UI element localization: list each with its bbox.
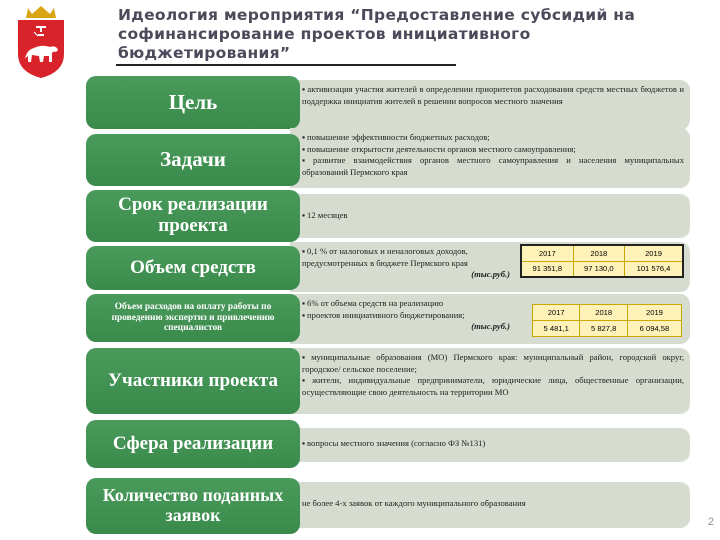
year-cell: 2017	[521, 245, 573, 261]
volume-label: Объем средств	[86, 246, 300, 290]
year-cell: 2018	[580, 305, 627, 321]
term-label: Срок реализации проекта	[86, 190, 300, 242]
participants-line: ▪ муниципальные образования (МО) Пермского края: муниципальный район, городской округ, городское/ сельское поселение;	[302, 352, 684, 375]
value-cell: 6 094,58	[627, 321, 681, 337]
row-applications	[86, 478, 690, 534]
tasks-line: ▪ повышение открытости деятельности органов местного самоуправления;	[302, 144, 684, 156]
scope-content	[290, 428, 690, 462]
applications-line: не более 4-х заявок от каждого муниципального образования	[302, 498, 526, 508]
participants-content	[290, 348, 690, 414]
term-content	[290, 194, 690, 238]
expertise-line: ▪ проектов инициативного бюджетирования;	[302, 310, 510, 322]
year-cell: 2018	[573, 245, 624, 261]
tasks-label: Задачи	[86, 134, 300, 186]
perm-krai-crest-icon	[12, 4, 70, 80]
expertise-table	[532, 304, 682, 337]
page-title: Идеология мероприятия “Предоставление субсидий на софинансирование проектов инициативного бюджетирования”	[118, 6, 636, 62]
goal-content	[290, 80, 690, 130]
value-cell: 5 827,8	[580, 321, 627, 337]
expertise-line: ▪ 6% от объема средств на реализацию	[302, 298, 510, 310]
goal-label: Цель	[86, 76, 300, 129]
goal-line: ▪ активизация участия жителей в определении приоритетов расходования средств местных бюджетов и поддержка инициатив жителей в решении вопросов местного значения	[302, 84, 684, 107]
value-cell: 101 576,4	[625, 261, 683, 277]
volume-table	[520, 244, 684, 278]
term-line: ▪ 12 месяцев	[302, 210, 684, 222]
scope-label: Сфера реализации	[86, 420, 300, 468]
participants-label: Участники проекта	[86, 348, 300, 414]
applications-label: Количество поданных заявок	[86, 478, 300, 534]
tasks-line: ▪ повышение эффективности бюджетных расходов;	[302, 132, 684, 144]
row-volume	[86, 246, 690, 290]
row-scope	[86, 420, 690, 468]
applications-content	[290, 482, 690, 528]
scope-line: ▪ вопросы местного значения (согласно ФЗ №131)	[302, 438, 684, 450]
expertise-unit: (тыс.руб.)	[471, 321, 510, 332]
year-cell: 2019	[625, 245, 683, 261]
value-cell: 5 481,1	[533, 321, 580, 337]
row-tasks	[86, 134, 690, 186]
row-term	[86, 190, 690, 242]
tasks-content	[290, 128, 690, 188]
row-expertise	[86, 294, 690, 344]
row-participants	[86, 348, 690, 414]
page-number: 2	[707, 516, 714, 528]
value-cell: 91 351,8	[521, 261, 573, 277]
row-goal	[86, 76, 690, 129]
tasks-line: ▪ развитие взаимодействия органов местного самоуправления и населения муниципальных образований Пермского края	[302, 155, 684, 178]
volume-line: ▪ 0,1 % от налоговых и неналоговых доходов, предусмотренных в бюджете Пермского края	[302, 246, 510, 269]
expertise-label: Объем расходов на оплату работы по проведению экспертиз и привлечению специалистов	[86, 294, 300, 342]
volume-unit: (тыс.руб.)	[471, 269, 510, 280]
title-underline	[116, 64, 456, 66]
participants-line: ▪ жители, индивидуальные предприниматели, юридические лица, общественные организации, осуществляющие свою деятельность на территории МО	[302, 375, 684, 398]
value-cell: 97 130,0	[573, 261, 624, 277]
year-cell: 2019	[627, 305, 681, 321]
year-cell: 2017	[533, 305, 580, 321]
